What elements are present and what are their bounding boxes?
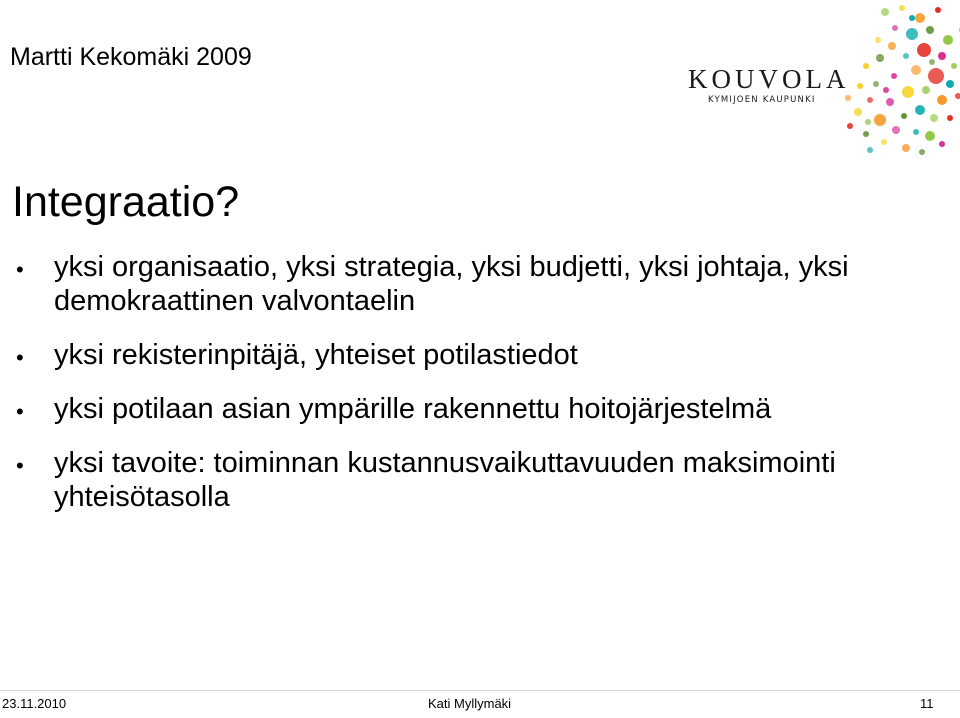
logo-dot: [883, 87, 889, 93]
logo-dot: [892, 126, 900, 134]
logo-dot: [947, 115, 953, 121]
logo-dot: [946, 80, 954, 88]
footer-divider: [0, 690, 960, 691]
logo-dot: [906, 28, 918, 40]
logo-dot: [925, 131, 935, 141]
bullet-item: [14, 446, 944, 514]
logo-dot: [955, 93, 960, 99]
logo-dot: [845, 95, 851, 101]
logo-dot: [922, 86, 930, 94]
slide-title: Integraatio?: [12, 178, 240, 226]
logo-wordmark: KOUVOLA: [688, 64, 850, 94]
logo-dot: [915, 105, 925, 115]
logo-dot: [899, 5, 905, 11]
bullet-list: [14, 250, 944, 534]
logo-dot: [865, 119, 871, 125]
bullet-item: [14, 392, 944, 426]
logo-dot: [915, 13, 925, 23]
logo-dot: [902, 144, 910, 152]
logo-dot: [943, 35, 953, 45]
logo-dot: [919, 149, 925, 155]
logo-dot: [888, 42, 896, 50]
bullet-dot-icon: •: [16, 453, 24, 478]
kouvola-logo: [680, 0, 960, 160]
logo-dot: [909, 15, 915, 21]
logo-tagline: KYMIJOEN KAUPUNKI: [708, 95, 816, 105]
logo-dot: [903, 53, 909, 59]
footer-author: Kati Myllymäki: [428, 696, 512, 711]
logo-dot: [939, 141, 945, 147]
logo-dot: [911, 65, 921, 75]
logo-dot: [881, 139, 887, 145]
bullet-dot-icon: •: [16, 345, 24, 370]
logo-dot: [929, 59, 935, 65]
bullet-text: yksi potilaan asian ympärille rakennettu hoitojärjestelmä: [54, 393, 772, 425]
footer-date: 23.11.2010: [2, 696, 67, 711]
logo-dot: [892, 25, 898, 31]
bullet-text: yksi tavoite: toiminnan kustannusvaikuttavuuden maksimointi yhteisötasolla: [54, 447, 836, 513]
logo-dot: [881, 8, 889, 16]
logo-dot: [876, 54, 884, 62]
bullet-dot-icon: •: [16, 399, 24, 424]
bullet-item: [14, 250, 944, 318]
logo-dot: [857, 83, 863, 89]
logo-dot: [926, 26, 934, 34]
logo-dot: [938, 52, 946, 60]
logo-dot: [913, 129, 919, 135]
logo-dot: [937, 95, 947, 105]
logo-dot: [863, 63, 869, 69]
logo-dot: [928, 68, 944, 84]
logo-dot: [863, 131, 869, 137]
logo-dot: [873, 81, 879, 87]
logo-dot: [935, 7, 941, 13]
logo-dot: [854, 108, 862, 116]
logo-dot: [886, 98, 894, 106]
logo-dot: [902, 86, 914, 98]
logo-dot: [930, 114, 938, 122]
logo-dot: [875, 37, 881, 43]
logo-dot: [917, 43, 931, 57]
bullet-dot-icon: •: [16, 257, 24, 282]
header-author-line: Martti Kekomäki 2009: [10, 43, 252, 71]
footer-page-number: 11: [920, 696, 934, 711]
logo-dot: [867, 97, 873, 103]
logo-dot: [867, 147, 873, 153]
logo-dot: [891, 73, 897, 79]
bullet-text: yksi organisaatio, yksi strategia, yksi budjetti, yksi johtaja, yksi demokraattinen valvontaelin: [54, 251, 849, 317]
logo-dot: [951, 63, 957, 69]
logo-dot: [874, 114, 886, 126]
logo-dot: [847, 123, 853, 129]
bullet-item: [14, 338, 944, 372]
logo-dot: [901, 113, 907, 119]
bullet-text: yksi rekisterinpitäjä, yhteiset potilastiedot: [54, 339, 578, 371]
